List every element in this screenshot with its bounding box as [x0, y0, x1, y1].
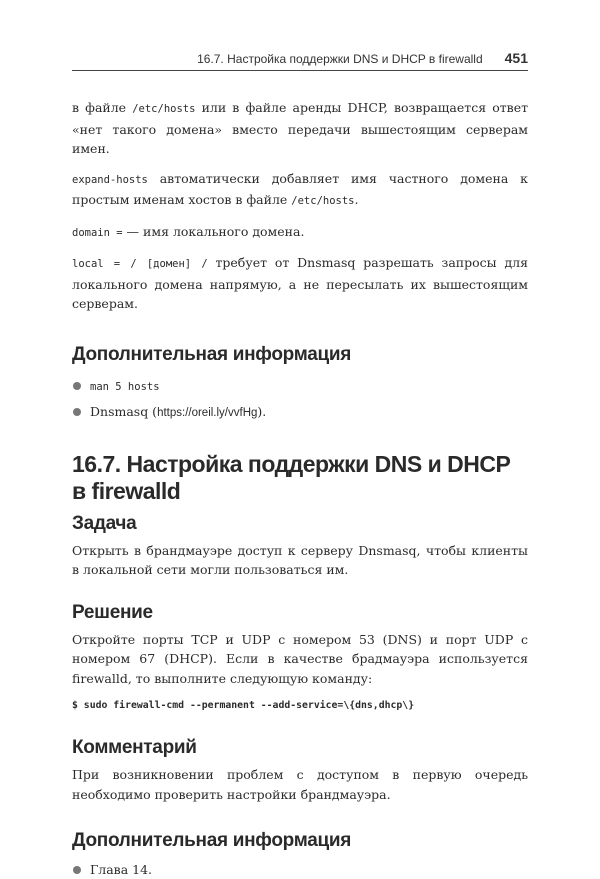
- list-item: man 5 hosts: [72, 376, 528, 397]
- bullet-icon: [73, 382, 81, 390]
- paragraph-hosts: в файле /etc/hosts или в файле аренды DHCP, возвращается ответ «нет такого домена» вместо передачи вышестоящим серверам имен.: [72, 100, 529, 156]
- more-info-list-2: [72, 860, 528, 879]
- solution-text: Откройте порты TCP и UDP с номером 53 (DNS) и порт UDP с номером 67 (DHCP). Если в качестве брадмауэра используется firewalld, то выполните следующую команду:: [72, 631, 528, 686]
- header-rule: [72, 70, 528, 71]
- solution-heading: Решение: [72, 601, 153, 623]
- list-item: Dnsmasq (https://oreil.ly/vvfHg).: [72, 402, 528, 423]
- paragraph-local: local = / [домен] / требует от Dnsmasq разрешать запросы для локального домена напрямую, а не пересылать их вышестоящим серверам.: [72, 255, 528, 311]
- more-info-heading-2: Дополнительная информация: [72, 830, 352, 851]
- paragraph-domain: domain = — имя локального домена.: [72, 223, 305, 239]
- page-number: 451: [504, 50, 528, 66]
- list-item: Глава 14.: [72, 860, 528, 879]
- bullet-icon: [73, 408, 81, 416]
- paragraph-expand-hosts: expand-hosts автоматически добавляет имя частного домена к простым именам хостов в файле /etc/hosts.: [72, 170, 528, 207]
- running-title: 16.7. Настройка поддержки DNS и DHCP в firewalld: [197, 52, 483, 66]
- running-header: [72, 50, 528, 66]
- command-line: $ sudo firewall-cmd --permanent --add-service=\{dns,dhcp\}: [72, 700, 415, 711]
- bullet-icon: [73, 866, 81, 874]
- page-content: [72, 98, 528, 879]
- section-title: 16.7. Настройка поддержки DNS и DHCP в firewalld: [72, 450, 510, 504]
- comment-heading: Комментарий: [72, 737, 197, 758]
- comment-text: При возникновении проблем с доступом в первую очередь необходимо проверить настройки брандмауэра.: [72, 767, 528, 802]
- task-heading: Задача: [72, 512, 137, 534]
- task-text: Открыть в брандмауэре доступ к серверу Dnsmasq, чтобы клиенты в локальной сети могли пользоваться им.: [72, 542, 528, 577]
- dnsmasq-link[interactable]: https://oreil.ly/vvfHg: [157, 406, 258, 419]
- more-info-list-1: [72, 376, 528, 423]
- more-info-heading-1: Дополнительная информация: [72, 343, 352, 365]
